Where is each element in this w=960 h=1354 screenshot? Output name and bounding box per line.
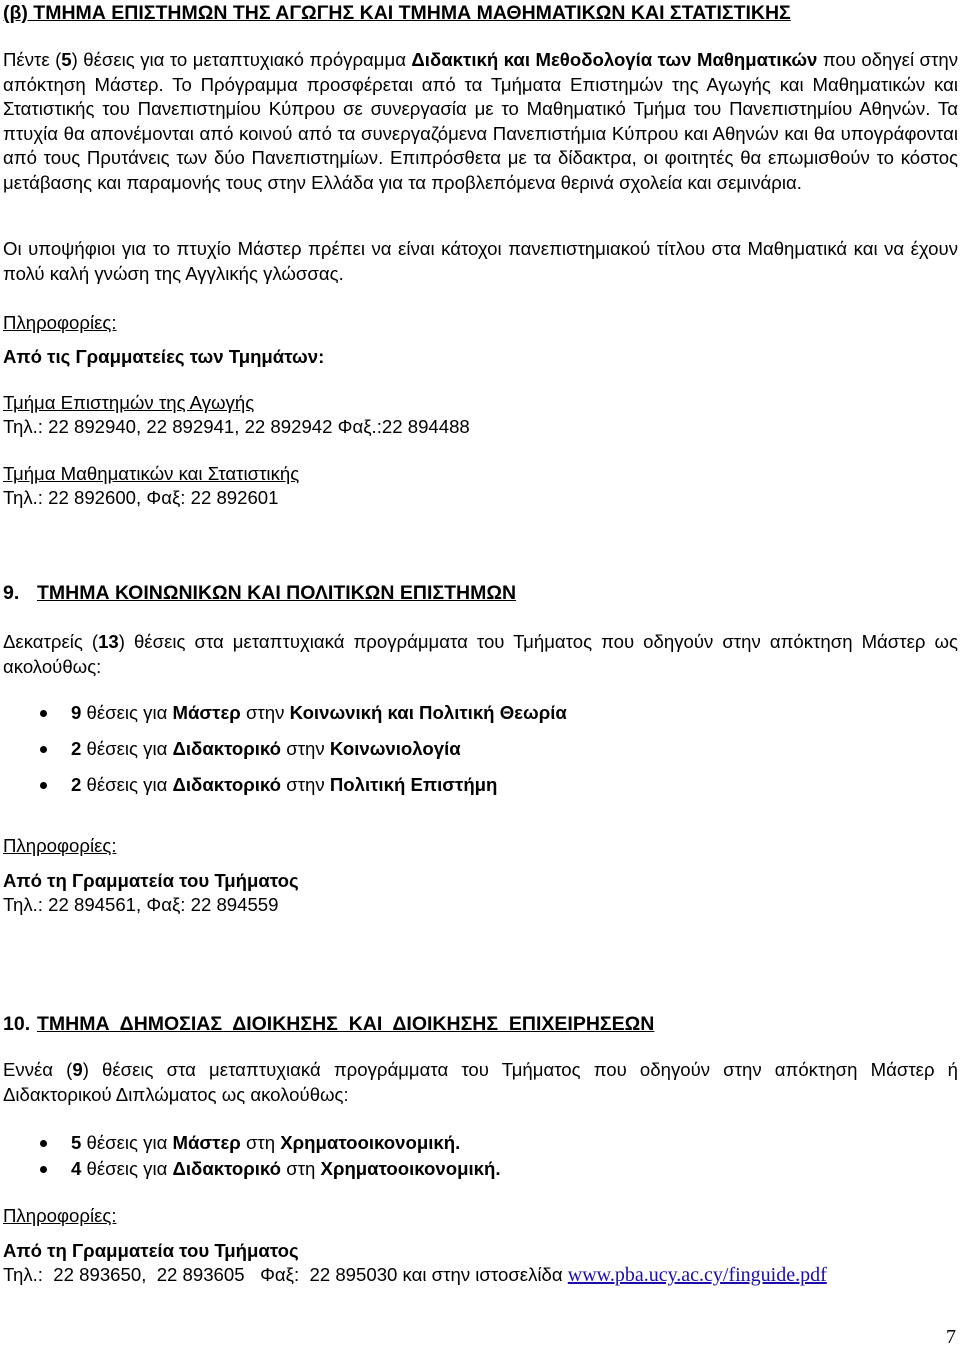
section-b-from-label: Από τις Γραμματείες των Τμημάτων: bbox=[3, 346, 325, 367]
section-9-info-label: Πληροφορίες: bbox=[3, 835, 117, 856]
list-item: 4 θέσεις για Διδακτορικό στη Χρηματοοικονομική. bbox=[3, 1157, 958, 1181]
dept-math-phone: Τηλ.: 22 892600, Φαξ: 22 892601 bbox=[3, 487, 279, 508]
section-9-heading: 9. ΤΜΗΜΑ ΚΟΙΝΩΝΙΚΩΝ ΚΑΙ ΠΟΛΙΤΙΚΩΝ ΕΠΙΣΤΗΜΩΝ bbox=[3, 582, 517, 604]
section-b-paragraph-2: Οι υποψήφιοι για το πτυχίο Μάστερ πρέπει να είναι κάτοχοι πανεπιστημιακού τίτλου στα Μαθηματικά και να έχουν πολύ καλή γνώση της Αγγλικής γλώσσας. bbox=[3, 238, 958, 284]
page-number: 7 bbox=[946, 1326, 956, 1348]
dept-education-phone: Τηλ.: 22 892940, 22 892941, 22 892942 Φαξ.:22 894488 bbox=[3, 416, 470, 437]
section-b-heading: (β) ΤΜΗΜΑ ΕΠΙΣΤΗΜΩΝ ΤΗΣ ΑΓΩΓΗΣ ΚΑΙ ΤΜΗΜΑ ΜΑΘΗΜΑΤΙΚΩΝ ΚΑΙ ΣΤΑΤΙΣΤΙΚΗΣ bbox=[3, 2, 791, 24]
list-item: 5 θέσεις για Μάστερ στη Χρηματοοικονομική. bbox=[3, 1131, 958, 1155]
section-b-paragraph-1: Πέντε (5) θέσεις για το μεταπτυχιακό πρόγραμμα Διδακτική και Μεθοδολογία των Μαθηματικών που οδηγεί στην απόκτηση Μάστερ. Το Πρόγραμμα προσφέρεται από τα Τμήματα Επιστημών της Αγωγής και Μαθηματικών και Στατιστικής του Πανεπιστημίου Κύπρου σε συνεργασία με το Μαθηματικό Τμήμα του Πανεπιστημίου Αθηνών. Τα πτυχία θα απονέμονται από κοινού από τα συνεργαζόμενα Πανεπιστήμια Κύπρου και Αθηνών και θα υπογράφονται από τους Πρυτάνεις των δύο Πανεπιστημίων. Επιπρόσθετα με τα δίδακτρα, οι φοιτητές θα επωμισθούν το κόστος μετάβασης και παραμονής τους στην Ελλάδα για τα προβλεπόμενα θερινά σχολεία και σεμινάρια. bbox=[3, 49, 959, 193]
section-b-info-label: Πληροφορίες: bbox=[3, 312, 117, 333]
section-10-from-label: Από τη Γραμματεία του Τμήματος bbox=[3, 1240, 299, 1261]
section-9-intro: Δεκατρείς (13) θέσεις στα μεταπτυχιακά προγράμματα του Τμήματος που οδηγούν στην απόκτηση Μάστερ ως ακολούθως: bbox=[3, 631, 958, 677]
list-item: 9 θέσεις για Μάστερ στην Κοινωνική και Πολιτική Θεωρία bbox=[3, 701, 958, 725]
list-item: 2 θέσεις για Διδακτορικό στην Πολιτική Επιστήμη bbox=[3, 773, 958, 797]
section-9-phone: Τηλ.: 22 894561, Φαξ: 22 894559 bbox=[3, 894, 279, 915]
dept-math-name: Τμήμα Μαθηματικών και Στατιστικής bbox=[3, 463, 300, 484]
finguide-link[interactable]: www.pba.ucy.ac.cy/finguide.pdf bbox=[567, 1264, 827, 1286]
section-10-list bbox=[3, 1131, 958, 1181]
section-10-phone: Τηλ.: 22 893650, 22 893605 Φαξ: 22 895030 και στην ιστοσελίδα www.pba.ucy.ac.cy/finguide.pdf bbox=[3, 1264, 827, 1286]
section-10-heading: 10. ΤΜΗΜΑ ΔΗΜΟΣΙΑΣ ΔΙΟΙΚΗΣΗΣ ΚΑΙ ΔΙΟΙΚΗΣΗΣ ΕΠΙΧΕΙΡΗΣΕΩΝ bbox=[3, 1013, 655, 1035]
section-10-info-label: Πληροφορίες: bbox=[3, 1205, 117, 1226]
list-item: 2 θέσεις για Διδακτορικό στην Κοινωνιολογία bbox=[3, 737, 958, 761]
dept-education-name: Τμήμα Επιστημών της Αγωγής bbox=[3, 392, 255, 413]
section-10-intro: Εννέα (9) θέσεις στα μεταπτυχιακά προγράμματα του Τμήματος που οδηγούν στην απόκτηση Μάστερ ή Διδακτορικού Διπλώματος ως ακολούθως: bbox=[3, 1059, 958, 1105]
section-9-list bbox=[3, 701, 958, 797]
section-9-from-label: Από τη Γραμματεία του Τμήματος bbox=[3, 870, 299, 891]
